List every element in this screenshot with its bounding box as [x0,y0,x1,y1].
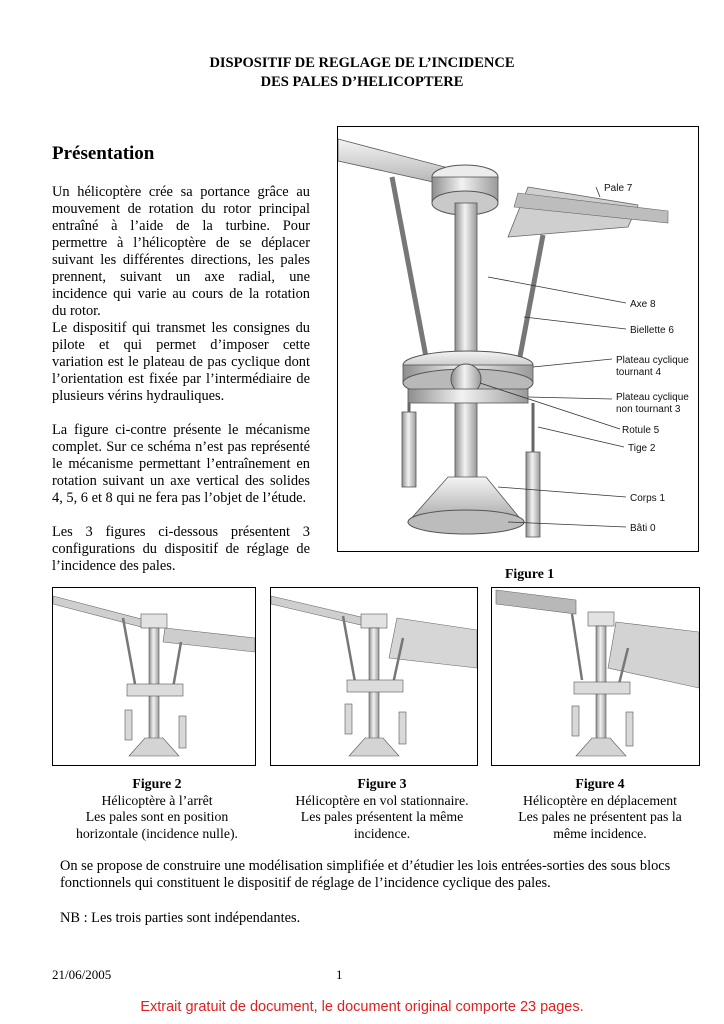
figure2-drawing [53,588,255,765]
figure4-image [491,587,700,766]
paragraph-plateau: Le dispositif qui transmet les consignes du pilote et qui permet d’imposer cette variation est le plateau de pas cyclique dont l’orientation est fixée par l’intermédiaire de plusieurs vérins hydrauliques. [52,320,310,404]
paragraph-figure-description: La figure ci-contre présente le mécanisme complet. Sur ce schéma n’est pas représenté le mécanisme permettant l’entraînement en rotation suivant un axe vertical des solides 4, 5, 6 et 8 qui ne fera pas l’objet de l’étude. [52,422,310,506]
label-bati: Bâti 0 [630,523,656,534]
presentation-text [52,184,310,575]
label-plateau-tournant-2: tournant 4 [616,367,662,378]
footer-date: 21/06/2005 [52,967,112,982]
figure3-drawing [271,588,477,765]
label-plateau-fixe-1: Plateau cyclique [616,392,689,403]
figure4-title: Figure 4 [575,776,625,791]
label-axe: Axe 8 [630,299,656,310]
figure4-drawing [492,588,699,765]
label-corps: Corps 1 [630,493,666,504]
label-biellette: Biellette 6 [630,325,674,336]
figure3-caption [272,776,492,842]
figure1-image [337,126,699,552]
figure1-caption: Figure 1 [505,566,555,581]
nb-note: NB : Les trois parties sont indépendantes. [60,910,301,926]
figure4-caption [494,776,706,842]
figure3-title: Figure 3 [357,776,407,791]
figure2-line1: Hélicoptère à l’arrêt [101,792,213,808]
figure3-image [270,587,478,766]
figure3-line2: Les pales présentent la même [300,809,464,824]
paragraph-intro: Un hélicoptère crée sa portance grâce au mouvement de rotation du rotor principal entraîné à l’aide de la turbine. Pour permettre à l’hélicoptère de se déplacer suivant les différentes directions, les pales prennent, suivant un axe radial, une incidence qui varie au cours de la rotation du rotor. [52,184,310,319]
figure3-line3: incidence. [353,825,411,841]
figure3-line1: Hélicoptère en vol stationnaire. [295,792,469,808]
figure4-line3: même incidence. [553,825,647,841]
paragraph-configurations: Les 3 figures ci-dessous présentent 3 configurations du dispositif de réglage de l’incidence des pales. [52,524,310,574]
watermark-notice: Extrait gratuit de document, le document original comporte 23 pages. [140,999,584,1015]
figure4-line2: Les pales ne présentent pas la [518,809,682,824]
figure2-image [52,587,256,766]
figure2-caption [52,776,262,842]
label-pale: Pale 7 [604,183,633,194]
label-rotule: Rotule 5 [622,425,660,436]
figure2-title: Figure 2 [132,776,182,791]
figure2-line3: horizontale (incidence nulle). [75,825,239,841]
label-plateau-fixe-2: non tournant 3 [616,404,681,415]
figure4-line1: Hélicoptère en déplacement [523,792,677,808]
section-heading: Présentation [52,143,155,164]
document-title-line1: DISPOSITIF DE REGLAGE DE L’INCIDENCE [209,55,515,71]
figure2-line2: Les pales sont en position [85,809,229,824]
label-plateau-tournant-1: Plateau cyclique [616,355,689,366]
page-number: 1 [336,967,343,982]
document-title-line2: DES PALES D’HELICOPTERE [260,74,464,90]
label-tige: Tige 2 [628,443,656,454]
study-intro-text: On se propose de construire une modélisation simplifiée et d’étudier les lois entrées-sorties des sous blocs fonctionnels qui constituent le dispositif de réglage de l’incidence cyclique des pales. [60,858,671,891]
figure1-mechanism-drawing [338,127,698,551]
